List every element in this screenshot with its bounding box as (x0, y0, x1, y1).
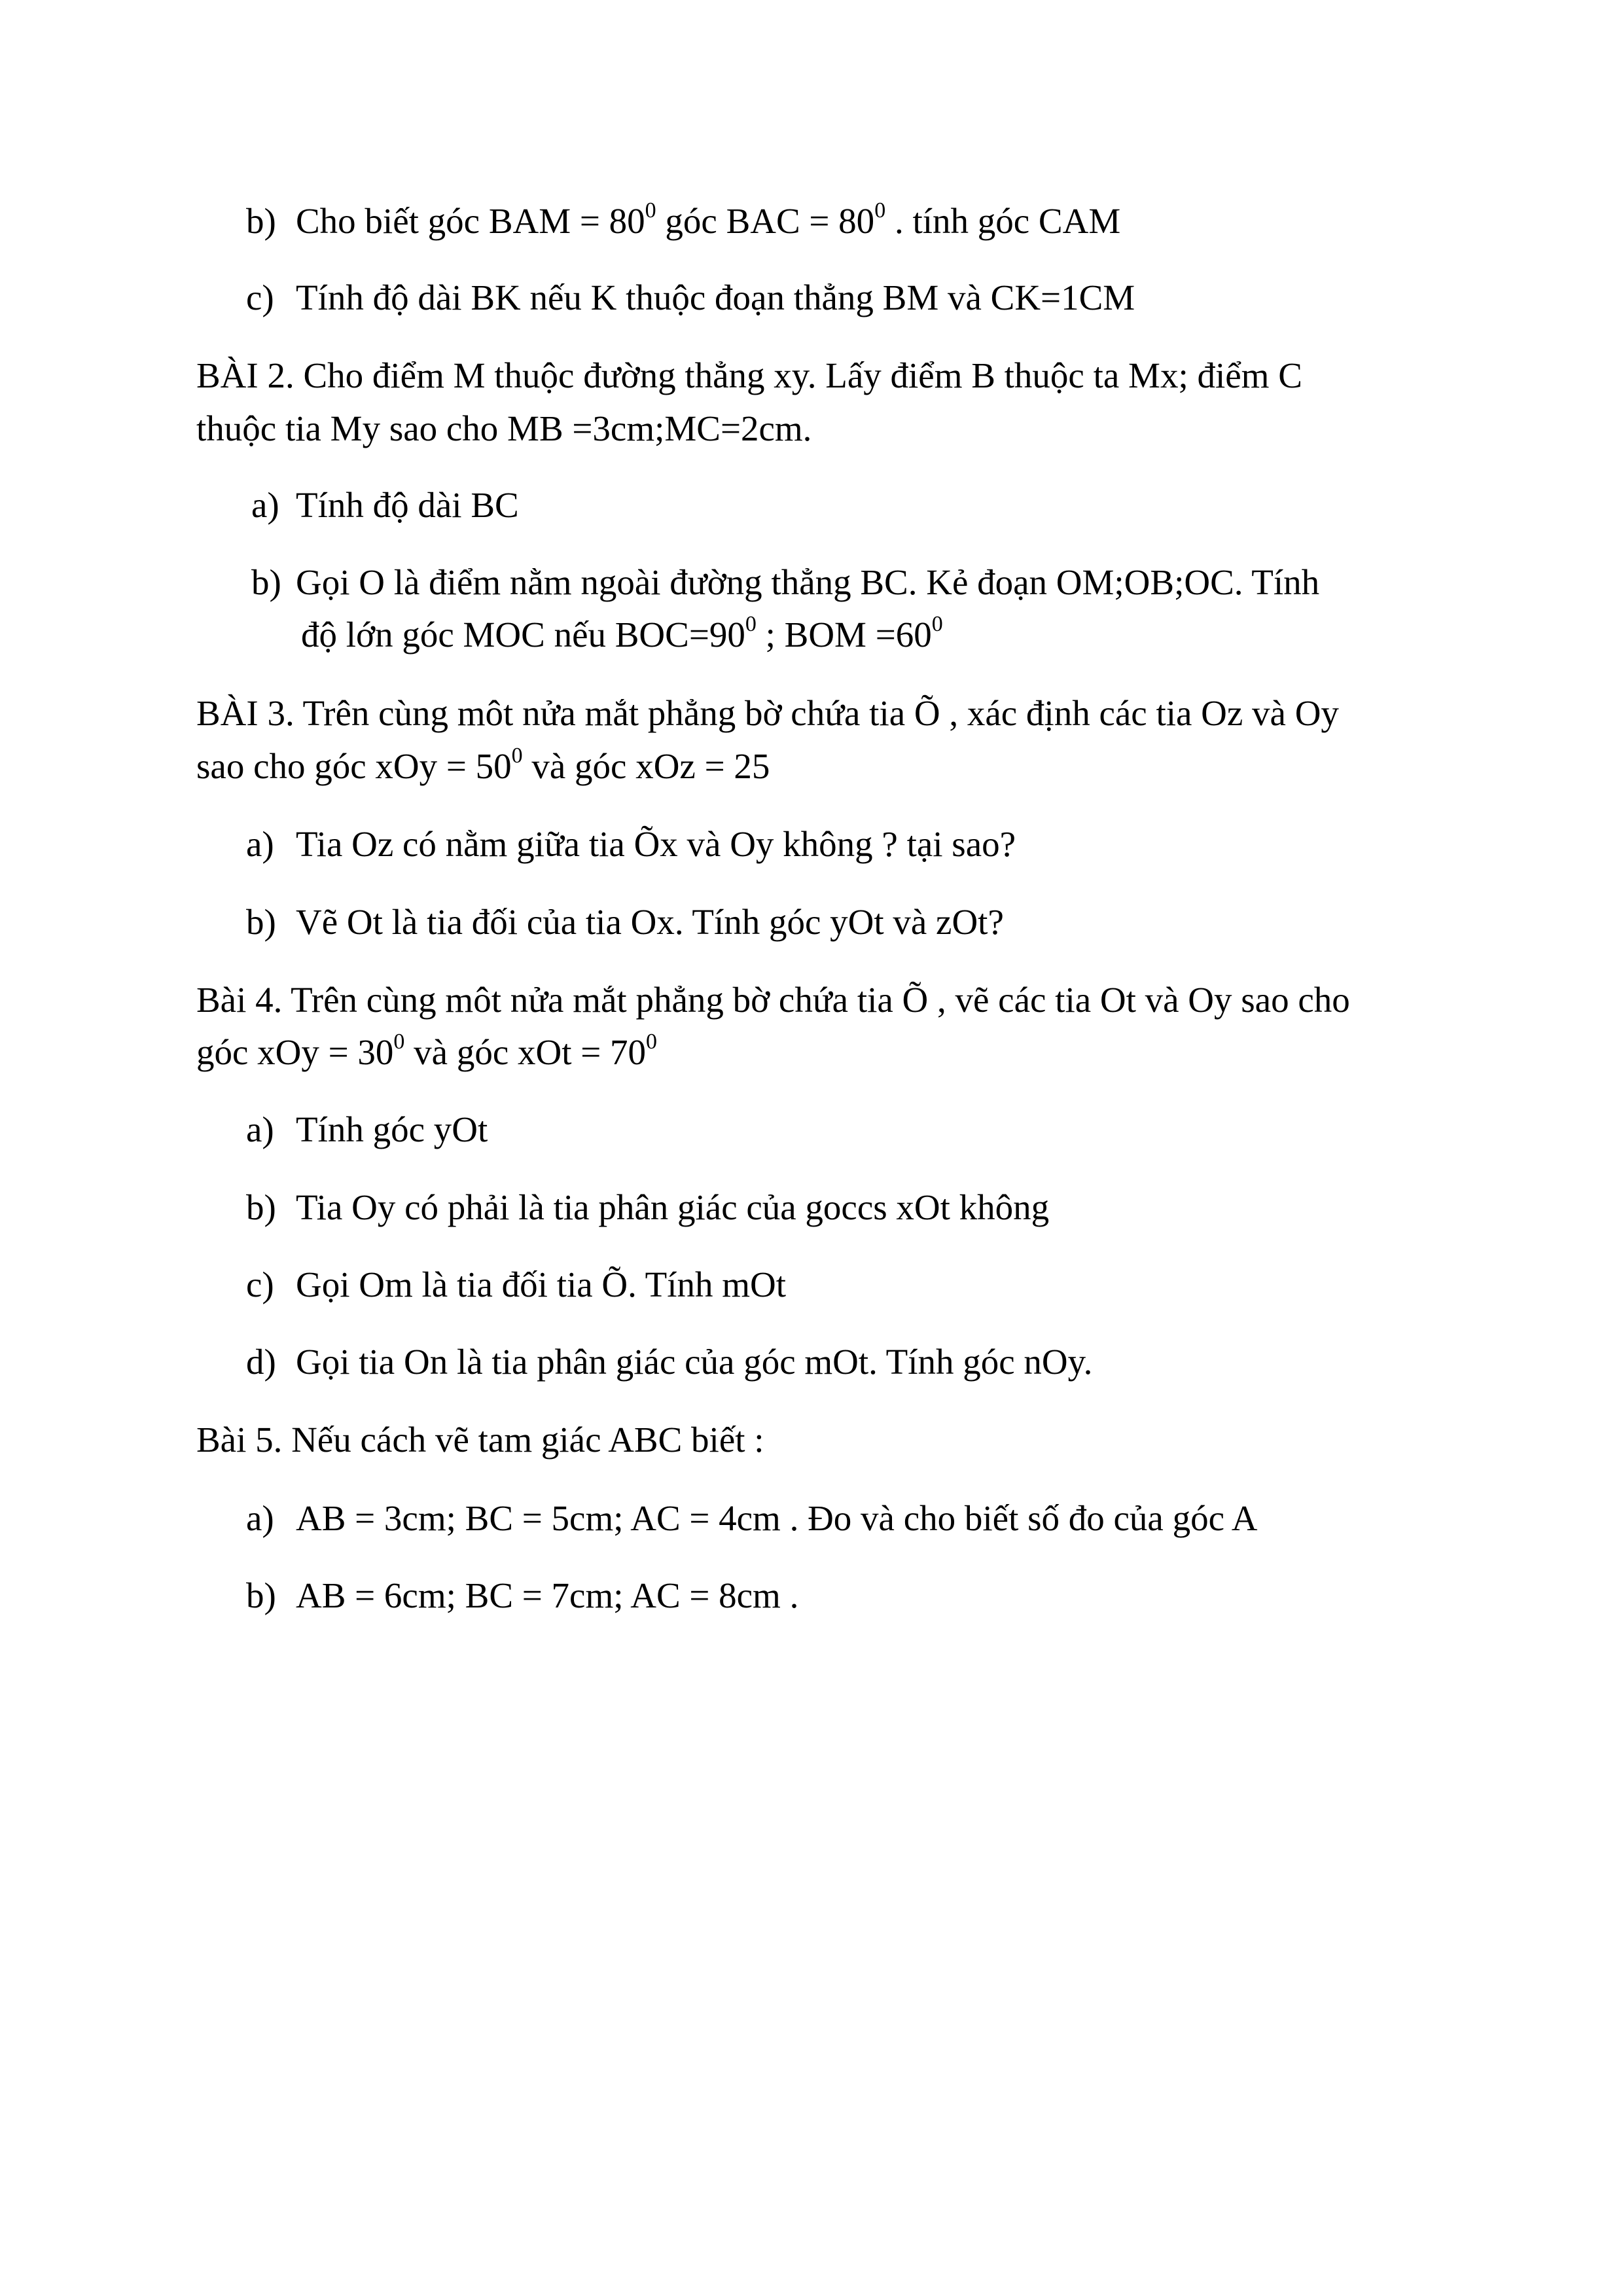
list-label: a) (246, 1109, 274, 1149)
list-label: b) (246, 1187, 276, 1227)
list-label: b) (246, 1575, 276, 1615)
bai3-item-a (246, 824, 1016, 864)
list-text: Tia Oz có nằm giữa tia Õx và Oy không ? tại sao? (296, 824, 1016, 864)
bai5-item-b (246, 1575, 799, 1615)
bai4-item-b (246, 1187, 1050, 1227)
list-text: Tính độ dài BK nếu K thuộc đoạn thẳng BM và CK=1CM (296, 278, 1135, 317)
bai4-heading-line2: góc xOy = $30^0$ và góc xOt = $70^0$ (196, 1030, 657, 1072)
bai5-item-a (246, 1498, 1258, 1538)
bai2-item-b-line2: độ lớn góc MOC nếu $BOC=90^0$ ; BOM $=60^0$ (301, 612, 943, 655)
list-label: c) (246, 278, 274, 317)
bai5-heading: Bài 5. Nếu cách vẽ tam giác ABC biết : (196, 1420, 764, 1460)
bai2-heading-line2: thuộc tia My sao cho MB =3cm;MC=2cm. (196, 408, 812, 448)
list-label: a) (246, 1498, 274, 1538)
list-label: b) (246, 201, 276, 241)
part1-item-c (246, 278, 1135, 317)
list-label: a) (246, 824, 274, 864)
list-label: b) (246, 902, 276, 942)
list-text: AB = 3cm; BC = 5cm; AC = 4cm . Đo và cho biết số đo của góc A (296, 1498, 1258, 1538)
list-label: c) (246, 1265, 274, 1304)
part1-item-b (246, 198, 1121, 241)
list-text: Gọi tia On là tia phân giác của góc mOt. Tính góc nOy. (296, 1342, 1093, 1382)
list-text: Tia Oy có phải là tia phân giác của goccs xOt không (296, 1187, 1050, 1227)
bai4-item-a (246, 1109, 488, 1149)
list-text: AB = 6cm; BC = 7cm; AC = 8cm . (296, 1575, 799, 1615)
list-text: Gọi Om là tia đối tia Õ. Tính mOt (296, 1265, 787, 1304)
bai4-heading-line1: Bài 4. Trên cùng môt nửa mắt phẳng bờ chứa tia Õ , vẽ các tia Ot và Oy sao cho (196, 980, 1350, 1020)
list-label: b) (251, 562, 281, 602)
list-text: Gọi O là điểm nằm ngoài đường thẳng BC. Kẻ đoạn OM;OB;OC. Tính (296, 562, 1320, 602)
list-text: Cho biết góc BAM = $80^0$ góc BAC = $80^0$ . tính góc CAM (296, 198, 1121, 241)
list-label: a) (251, 485, 279, 525)
bai3-item-b (246, 902, 1004, 942)
bai2-heading-line1: BÀI 2. Cho điểm M thuộc đường thẳng xy. Lấy điểm B thuộc ta Mx; điểm C (196, 355, 1302, 395)
bai4-item-c (246, 1265, 787, 1304)
bai3-heading-line1: BÀI 3. Trên cùng môt nửa mắt phẳng bờ chứa tia Õ , xác định các tia Oz và Oy (196, 693, 1339, 733)
bai2-item-a (251, 485, 519, 525)
list-text: Vẽ Ot là tia đối của tia Ox. Tính góc yOt và zOt? (296, 902, 1004, 942)
bai3-heading-line2: sao cho góc xOy = $50^0$ và góc xOz = 25 (196, 744, 770, 786)
list-label: d) (246, 1342, 276, 1382)
list-text: Tính độ dài BC (296, 485, 519, 525)
bai2-item-b-line1 (251, 562, 1320, 602)
list-text: Tính góc yOt (296, 1109, 488, 1149)
bai4-item-d (246, 1342, 1093, 1382)
